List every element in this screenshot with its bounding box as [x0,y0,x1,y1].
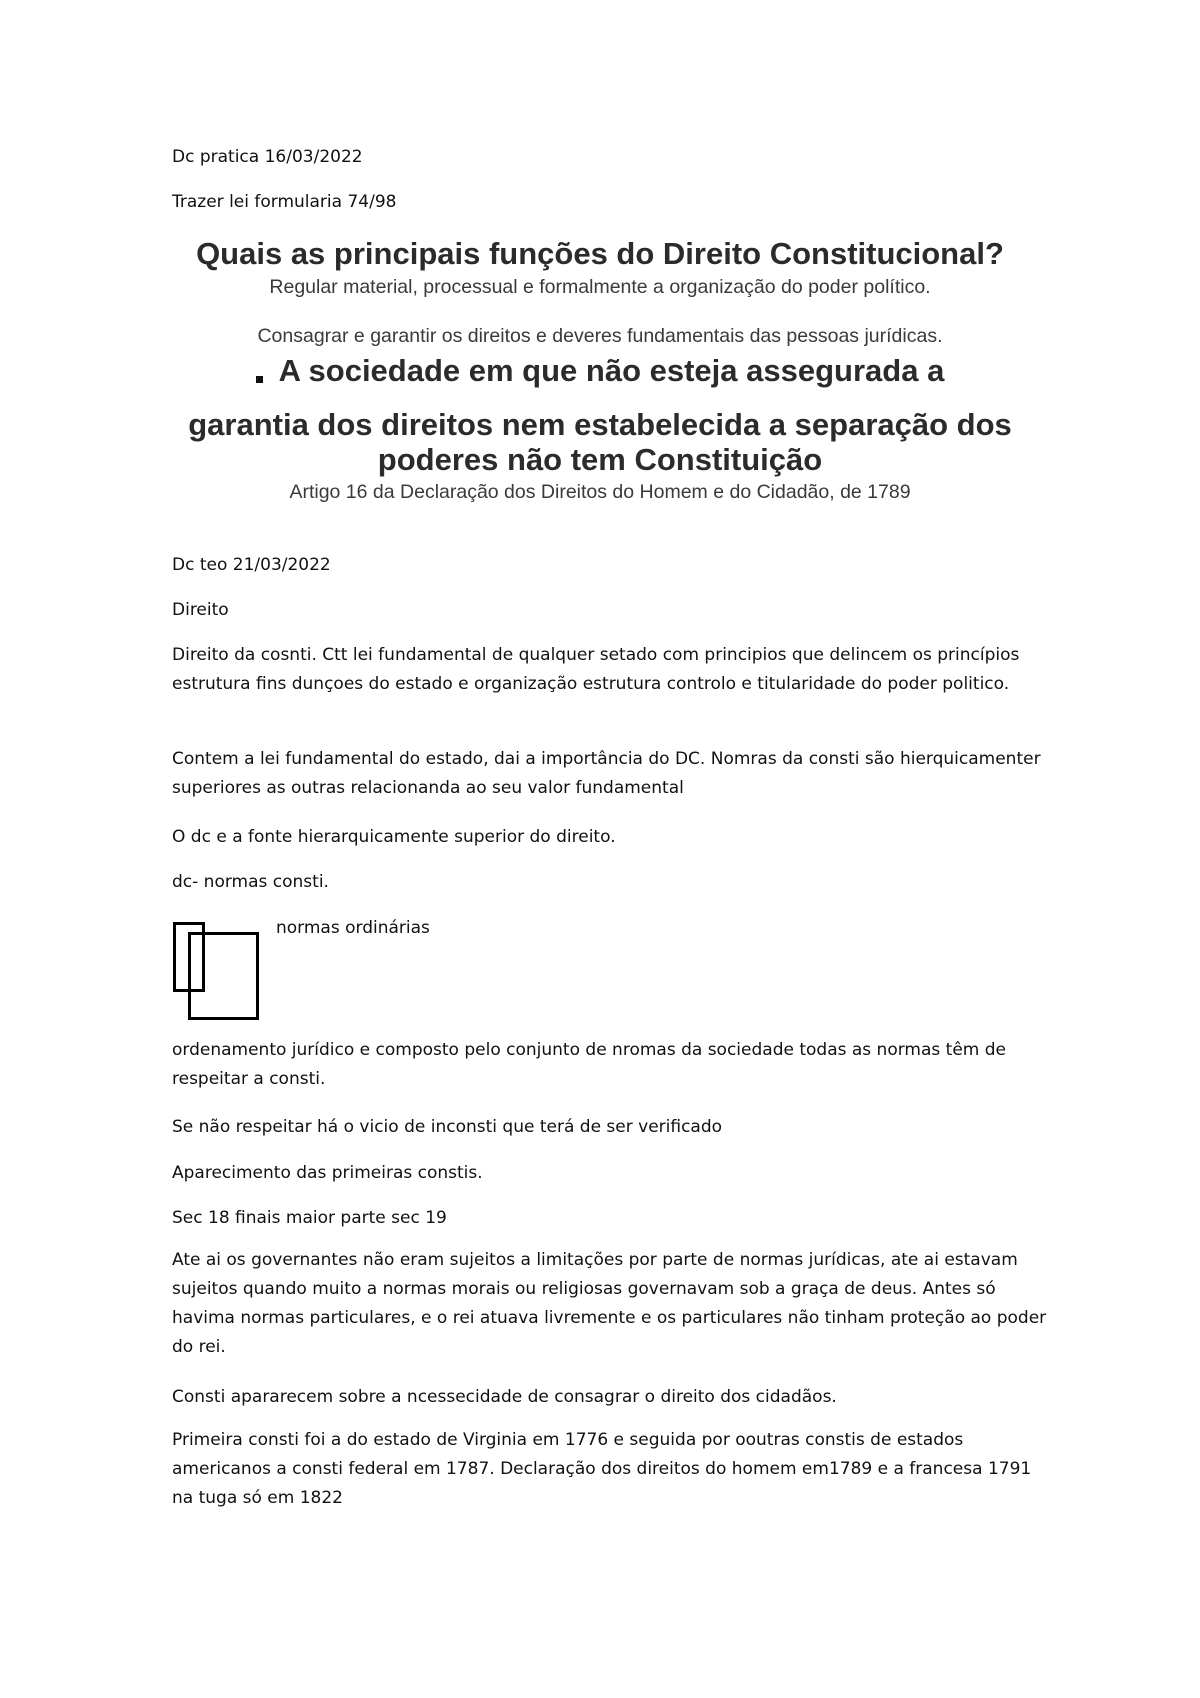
section-subtitle-1: Regular material, processual e formalmente a organização do poder político. [269,276,931,298]
bullet-icon [256,376,263,383]
paragraph-8: Sec 18 finais maior parte sec 19 [172,1208,447,1228]
note-date-pratica: Dc pratica 16/03/2022 [172,147,363,167]
paragraph-9: Ate ai os governantes não eram sujeitos a limitações por parte de normas jurídicas, ate ai estavam sujeitos quando muito a normas morais ou religiosas governavam sob a graça de deus. Antes só havima normas particulares, e o rei atuava livremente e os particulares não tinham proteção ao poder do rei. [172,1250,1047,1357]
paragraph-1: Direito da cosnti. Ctt lei fundamental de qualquer setado com principios que delincem os princípios estrutura fins dunçoes do estado e organização estrutura controlo e titularidade do poder politico. [172,645,1020,694]
heading-direito: Direito [172,600,229,620]
diagram-label: normas ordinárias [276,918,430,938]
paragraph-4: dc- normas consti. [172,872,329,892]
diagram-rect-large [188,932,259,1020]
paragraph-5: ordenamento jurídico e composto pelo conjunto de nromas da sociedade todas as normas têm de respeitar a consti. [172,1040,1007,1089]
quote-line-3: poderes não tem Constituição [377,442,823,477]
paragraph-6: Se não respeitar há o vicio de inconsti que terá de ser verificado [172,1117,723,1137]
quote-line-1-text: A sociedade em que não esteja assegurada a [278,353,945,388]
note-date-teo: Dc teo 21/03/2022 [172,555,331,575]
section-title: Quais as principais funções do Direito Constitucional? [196,236,1004,271]
quote-line-1 [100,353,1100,389]
note-trazer-lei: Trazer lei formularia 74/98 [172,192,397,212]
paragraph-11: Primeira consti foi a do estado de Virginia em 1776 e seguida por ooutras constis de estados americanos a consti federal em 1787. Declaração dos direitos do homem em1789 e a francesa 1791 na tuga só em 1822 [172,1430,1032,1508]
quote-source: Artigo 16 da Declaração dos Direitos do Homem e do Cidadão, de 1789 [289,481,911,503]
quote-line-2: garantia dos direitos nem estabelecida a separação dos [188,407,1012,442]
paragraph-2: Contem a lei fundamental do estado, dai a importância do DC. Nomras da consti são hierquicamenter superiores as outras relacionanda ao seu valor fundamental [172,749,1041,798]
paragraph-3: O dc e a fonte hierarquicamente superior do direito. [172,827,616,847]
paragraph-10: Consti apararecem sobre a ncessecidade de consagrar o direito dos cidadãos. [172,1387,837,1407]
paragraph-7: Aparecimento das primeiras constis. [172,1163,483,1183]
section-subtitle-2: Consagrar e garantir os direitos e deveres fundamentais das pessoas jurídicas. [257,325,943,347]
